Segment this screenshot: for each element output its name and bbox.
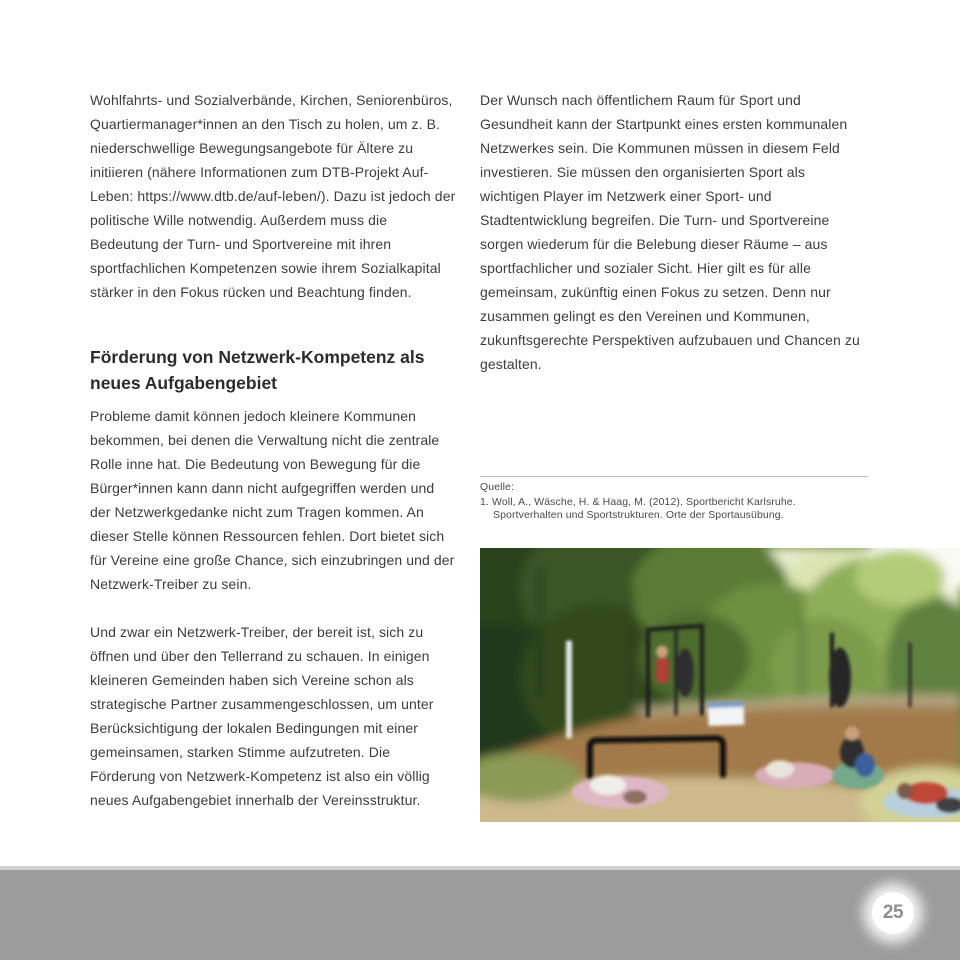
paragraph: Und zwar ein Netzwerk-Treiber, der bereit ist, sich zu öffnen und über den Tellerrand zu schauen. In einigen kleineren Gemeinden haben sich Vereine schon als strategische Partner zusammengeschlossen, um unter Berücksichtigung der lokalen Bedingungen mit einer gemeinsamen, starken Stimme aufzutreten. Die Förderung von Netzwerk-Kompetenz ist also ein völlig neues Aufgabengebiet innerhalb der Vereinsstruktur. [90, 624, 434, 808]
footer-bar [0, 870, 960, 960]
paragraph: Probleme damit können jedoch kleinere Kommunen bekommen, bei denen die Verwaltung nicht die zentrale Rolle inne hat. Die Bedeutung von Bewegung für die Bürger*innen kann dann nicht aufgegriffen werden und der Netzwerkgedanke nicht zum Tragen kommen. An dieser Stelle können Ressourcen fehlen. Dort bietet sich für Vereine eine große Chance, sich einzubringen und der Netzwerk-Treiber zu sein. [90, 408, 455, 592]
left-text-column [90, 88, 458, 836]
source-reference [480, 496, 868, 523]
outdoor-fitness-park-photo [480, 548, 960, 822]
info-sign [708, 701, 745, 726]
person-exercising [676, 649, 694, 697]
right-text-column [480, 88, 868, 523]
source-divider [480, 476, 868, 477]
photo-illustration [480, 548, 960, 822]
page-number: 25 [882, 902, 904, 923]
source-reference-number: 1. [480, 495, 489, 508]
white-pole [566, 641, 572, 739]
person-standing [829, 648, 851, 708]
source-citation-block [480, 476, 868, 523]
section-heading: Förderung von Netzwerk-Kompetenz als neues Aufgabengebiet [90, 347, 425, 393]
source-reference-text: Woll, A., Wäsche, H. & Haag, M. (2012). Sportbericht Karlsruhe. Sportverhalten und Sportstrukturen. Orte der Sportausübung. [492, 495, 796, 521]
page-number-badge [872, 892, 914, 934]
paragraph: Der Wunsch nach öffentlichem Raum für Sport und Gesundheit kann der Startpunkt eines ersten kommunalen Netzwerkes sein. Die Kommunen müssen in diesem Feld investieren. Sie müssen den organisierten Sport als wichtigen Player im Netzwerk einer Sport- und Stadtentwicklung begreifen. Die Turn- und Sportvereine sorgen wiederum für die Belebung dieser Räume – aus sportfachlicher und sozialer Sicht. Hier gilt es für alle gemeinsam, zukünftig einen Fokus zu setzen. Denn nur zusammen gelingt es den Vereinen und Kommunen, zukunftsgerechte Perspektiven aufzubauen und Chancen zu gestalten. [480, 92, 860, 372]
source-label: Quelle: [480, 481, 514, 493]
paragraph: Wohlfahrts- und Sozialverbände, Kirchen, Seniorenbüros, Quartiermanager*innen an den Tisch zu holen, um z. B. niederschwellige Bewegungsangebote für Ältere zu initiieren (nähere Informationen zum DTB-Projekt Auf-Leben: https://www.dtb.de/auf-leben/). Dazu ist jedoch der politische Wille notwendig. Außerdem muss die Bedeutung der Turn- und Sportvereine mit ihren sportfachlichen Kompetenzen sowie ihrem Sozialkapital stärker in den Fokus rücken und Beachtung finden. [90, 92, 456, 300]
